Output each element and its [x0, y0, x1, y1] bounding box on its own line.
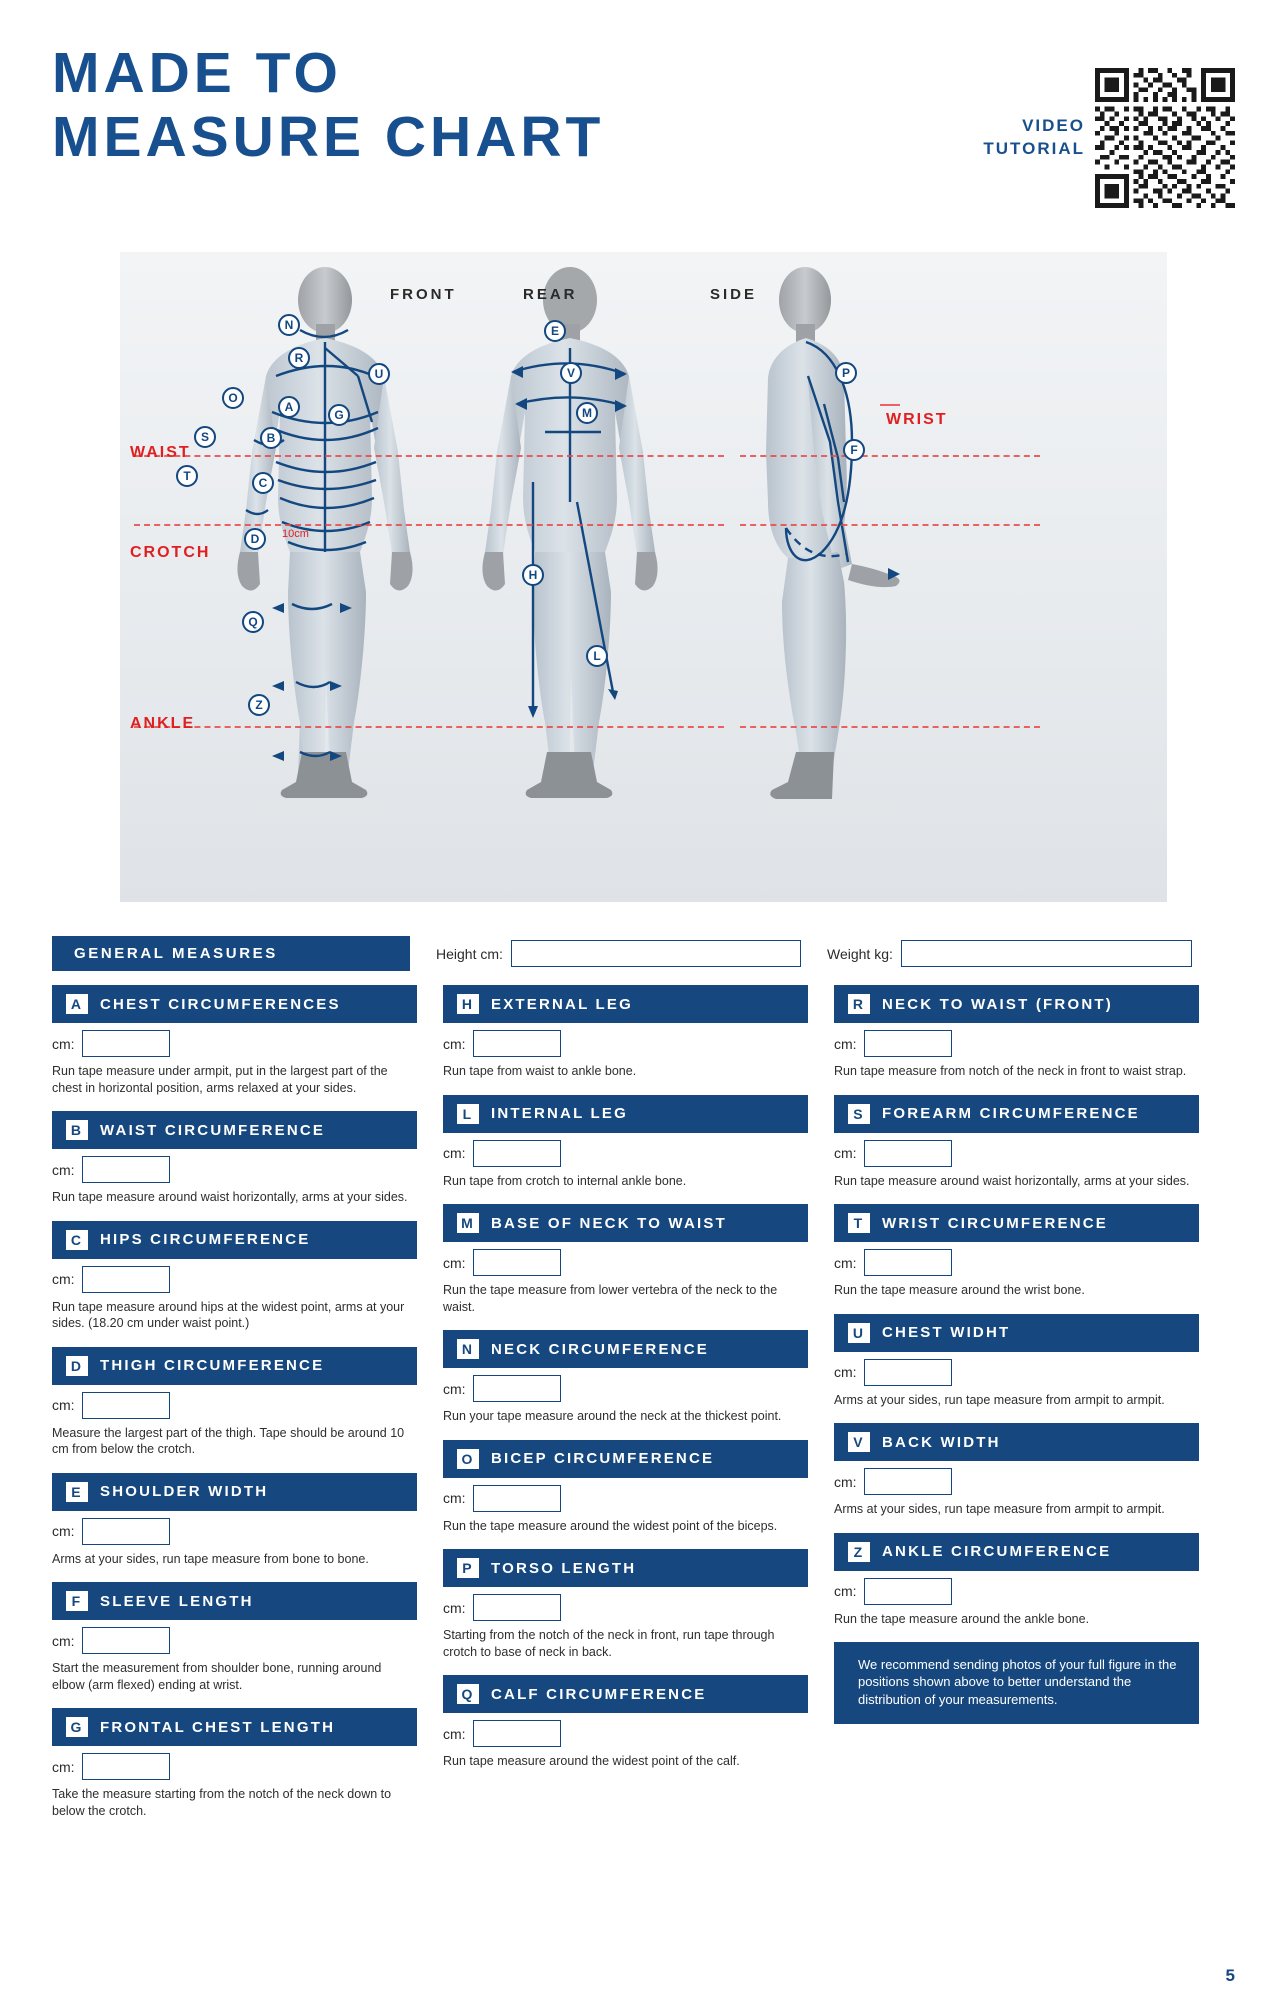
cm-label-b: cm:: [52, 1161, 75, 1178]
recommendation-note: We recommend sending photos of your full figure in the positions shown above to better understand the distribution of your measurements.: [834, 1642, 1199, 1724]
measurement-input-m[interactable]: [473, 1249, 561, 1276]
measurement-input-t[interactable]: [864, 1249, 952, 1276]
measurement-letter-v: V: [848, 1432, 870, 1452]
measurement-input-row-l: [443, 1140, 808, 1167]
measurement-title-n: NECK CIRCUMFERENCE: [491, 1340, 709, 1358]
figure-marker-g: G: [328, 404, 350, 426]
measurement-column-3: [834, 985, 1199, 1834]
measurement-input-r[interactable]: [864, 1030, 952, 1057]
measurement-item-h: [443, 985, 808, 1080]
height-field-group: [436, 940, 801, 967]
measurement-header-z: [834, 1533, 1199, 1571]
general-measures-row: [52, 936, 1235, 971]
measurement-figure-panel: [120, 252, 1167, 902]
measurement-column-1: [52, 985, 417, 1834]
measurement-item-d: [52, 1347, 417, 1458]
measurement-desc-f: Start the measurement from shoulder bone, running around elbow (arm flexed) ending at wrist.: [52, 1661, 382, 1692]
measurement-input-p[interactable]: [473, 1594, 561, 1621]
measurement-input-row-u: [834, 1359, 1199, 1386]
measurement-title-b: WAIST CIRCUMFERENCE: [100, 1121, 326, 1139]
measurement-item-f: [52, 1582, 417, 1693]
measurement-column-2: [443, 985, 808, 1834]
measurement-header-o: [443, 1440, 808, 1478]
general-measures-label: GENERAL MEASURES: [74, 945, 278, 962]
measurement-title-e: SHOULDER WIDTH: [100, 1483, 269, 1500]
cm-label-n: cm:: [443, 1380, 466, 1397]
figure-marker-n: N: [278, 314, 300, 336]
guide-label-waist: WAIST: [130, 444, 191, 461]
measurement-letter-m: M: [457, 1213, 479, 1233]
measurement-input-row-c: [52, 1266, 417, 1293]
waist-guide-line-side: [740, 455, 1040, 457]
figure-marker-q: Q: [242, 611, 264, 633]
measurement-header-p: [443, 1549, 808, 1587]
measurement-letter-p: P: [457, 1558, 479, 1578]
figure-marker-p: P: [835, 362, 857, 384]
cm-label-l: cm:: [443, 1145, 466, 1161]
measurement-header-a: [52, 985, 417, 1023]
measurement-letter-z: Z: [848, 1542, 870, 1562]
measurement-input-row-s: [834, 1140, 1199, 1167]
measurement-desc-r: Run tape measure from notch of the neck in front to waist strap.: [834, 1064, 1187, 1078]
measurement-desc-o: Run the tape measure around the widest point of the biceps.: [443, 1518, 778, 1533]
wrist-guide-line: [880, 404, 900, 406]
figure-marker-l: L: [586, 645, 608, 667]
cm-label-f: cm:: [52, 1632, 75, 1649]
page-title-line1: MADE TO: [52, 41, 342, 105]
figure-marker-b: B: [260, 427, 282, 449]
measurement-item-s: [834, 1095, 1199, 1190]
video-tutorial-label: [983, 115, 1085, 161]
weight-input[interactable]: [901, 940, 1192, 967]
cm-label-a: cm:: [52, 1035, 75, 1052]
measurement-item-q: [443, 1675, 808, 1770]
measurement-input-row-v: [834, 1468, 1199, 1495]
measurement-header-q: [443, 1675, 808, 1713]
measurement-header-n: [443, 1330, 808, 1368]
measurement-item-b: [52, 1111, 417, 1206]
measurement-title-a: CHEST CIRCUMFERENCES: [100, 995, 341, 1013]
measurement-header-s: [834, 1095, 1199, 1133]
measurement-letter-h: H: [457, 994, 479, 1014]
cm-label-e: cm:: [52, 1523, 75, 1539]
measurement-letter-o: O: [457, 1449, 479, 1469]
measurement-input-a[interactable]: [82, 1030, 170, 1057]
cm-label-g: cm:: [52, 1758, 75, 1775]
view-label-front: FRONT: [390, 286, 457, 303]
measurement-input-l[interactable]: [473, 1140, 561, 1167]
video-tutorial-block[interactable]: [983, 42, 1235, 208]
measurement-input-d[interactable]: [82, 1392, 170, 1419]
ankle-guide-line-side: [740, 726, 1040, 728]
measurement-desc-b: Run tape measure around waist horizontally, arms at your sides.: [52, 1190, 408, 1204]
measurement-title-l: INTERNAL LEG: [491, 1105, 628, 1122]
measurement-columns: [52, 985, 1235, 1834]
cm-label-v: cm:: [834, 1473, 857, 1490]
view-label-rear: REAR: [523, 286, 578, 303]
measurement-letter-a: A: [66, 994, 88, 1014]
figure-marker-s: S: [194, 426, 216, 448]
measurement-item-l: [443, 1095, 808, 1190]
measurement-desc-n: Run your tape measure around the neck at the thickest point.: [443, 1409, 782, 1423]
measurement-item-g: [52, 1708, 417, 1819]
video-label-line1: VIDEO: [1022, 116, 1085, 136]
measurement-item-m: [443, 1204, 808, 1315]
measurement-desc-e: Arms at your sides, run tape measure from bone to bone.: [52, 1551, 369, 1566]
measurement-item-v: [834, 1423, 1199, 1518]
measurement-desc-h: Run tape from waist to ankle bone.: [443, 1064, 637, 1078]
measurement-letter-q: Q: [457, 1684, 479, 1704]
measurement-desc-c: Run tape measure around hips at the widest point, arms at your sides. (18.20 cm under waist point.): [52, 1299, 405, 1330]
measurement-letter-b: B: [66, 1120, 88, 1140]
cm-label-r: cm:: [834, 1035, 857, 1052]
measurement-input-s[interactable]: [864, 1140, 952, 1167]
measurement-input-row-q: [443, 1720, 808, 1747]
measurement-input-b[interactable]: [82, 1156, 170, 1183]
cm-label-o: cm:: [443, 1490, 466, 1506]
measurement-letter-e: E: [66, 1482, 88, 1502]
measurement-title-q: CALF CIRCUMFERENCE: [491, 1685, 707, 1703]
crotch-guide-line: [134, 524, 724, 526]
measurement-title-h: EXTERNAL LEG: [491, 995, 633, 1013]
figure-marker-e: E: [544, 320, 566, 342]
measurement-desc-t: Run the tape measure around the wrist bone.: [834, 1283, 1085, 1297]
general-measures-header: [52, 936, 410, 971]
measurement-item-c: [52, 1221, 417, 1332]
measurement-title-m: BASE OF NECK TO WAIST: [491, 1214, 727, 1232]
page-title: [52, 42, 604, 170]
measurement-letter-r: R: [848, 994, 870, 1014]
height-label: Height cm:: [436, 945, 503, 962]
figure-marker-a: A: [278, 396, 300, 418]
figure-marker-c: C: [252, 472, 274, 494]
cm-label-m: cm:: [443, 1254, 466, 1271]
figure-marker-u: U: [368, 363, 390, 385]
measurement-input-row-t: [834, 1249, 1199, 1276]
measurement-letter-d: D: [66, 1356, 88, 1376]
measurement-letter-c: C: [66, 1230, 88, 1250]
measurement-header-c: [52, 1221, 417, 1259]
figure-marker-v: V: [560, 362, 582, 384]
ankle-guide-line: [134, 726, 724, 728]
measurement-header-d: [52, 1347, 417, 1385]
weight-field-group: [827, 940, 1192, 967]
measurement-desc-q: Run tape measure around the widest point of the calf.: [443, 1754, 740, 1768]
measurement-form: [52, 936, 1235, 1834]
measurement-item-e: [52, 1473, 417, 1568]
qr-code-icon[interactable]: [1095, 68, 1235, 208]
height-input[interactable]: [511, 940, 801, 967]
measurement-input-z[interactable]: [864, 1578, 952, 1605]
measurement-header-f: [52, 1582, 417, 1620]
figure-marker-r: R: [288, 347, 310, 369]
measurement-input-u[interactable]: [864, 1359, 952, 1386]
measurement-letter-u: U: [848, 1323, 870, 1343]
measurement-desc-v: Arms at your sides, run tape measure from armpit to armpit.: [834, 1502, 1165, 1516]
waist-guide-line: [134, 455, 724, 457]
measurement-title-g: FRONTAL CHEST LENGTH: [100, 1718, 336, 1736]
cm-label-p: cm:: [443, 1599, 466, 1616]
measurement-letter-s: S: [848, 1104, 870, 1124]
crotch-guide-line-side: [740, 524, 1040, 526]
guide-label-wrist: WRIST: [886, 411, 948, 428]
measurement-title-o: BICEP CIRCUMFERENCE: [491, 1450, 715, 1467]
measurement-input-row-r: [834, 1030, 1199, 1057]
measurement-desc-p: Starting from the notch of the neck in front, run tape through crotch to base of neck in back.: [443, 1628, 775, 1659]
measurement-desc-a: Run tape measure under armpit, put in the largest part of the chest in horizontal position, arms relaxed at your sides.: [52, 1064, 388, 1095]
measurement-input-v[interactable]: [864, 1468, 952, 1495]
cm-label-q: cm:: [443, 1725, 466, 1742]
measurement-input-c[interactable]: [82, 1266, 170, 1293]
measurement-title-r: NECK TO WAIST (FRONT): [882, 995, 1113, 1013]
cm-label-s: cm:: [834, 1145, 857, 1161]
figure-marker-f: F: [843, 439, 865, 461]
measurement-desc-m: Run the tape measure from lower vertebra of the neck to the waist.: [443, 1283, 778, 1314]
measurement-title-t: WRIST CIRCUMFERENCE: [882, 1214, 1108, 1232]
measurement-item-a: [52, 985, 417, 1096]
page-number: 5: [1225, 1966, 1235, 1985]
page-title-line2: MEASURE CHART: [52, 104, 605, 169]
measurement-letter-g: G: [66, 1717, 88, 1737]
cm-label-t: cm:: [834, 1254, 857, 1271]
figure-marker-o: O: [222, 387, 244, 409]
measurement-title-s: FOREARM CIRCUMFERENCE: [882, 1105, 1140, 1122]
measurement-item-n: [443, 1330, 808, 1425]
measurement-desc-g: Take the measure starting from the notch of the neck down to below the crotch.: [52, 1787, 392, 1818]
measurement-letter-l: L: [457, 1104, 479, 1124]
measurement-header-m: [443, 1204, 808, 1242]
measurement-input-g[interactable]: [82, 1753, 170, 1780]
measurement-header-v: [834, 1423, 1199, 1461]
measurement-header-r: [834, 985, 1199, 1023]
measurement-header-l: [443, 1095, 808, 1133]
guide-label-ankle: ANKLE: [130, 715, 196, 732]
measurement-desc-z: Run the tape measure around the ankle bone.: [834, 1611, 1090, 1626]
measurement-input-o[interactable]: [473, 1485, 561, 1512]
measurement-input-h[interactable]: [473, 1030, 561, 1057]
measurement-input-row-e: [52, 1518, 417, 1545]
measurement-input-row-o: [443, 1485, 808, 1512]
measurement-title-v: BACK WIDTH: [882, 1433, 1001, 1451]
measurement-header-t: [834, 1204, 1199, 1242]
measurement-item-z: [834, 1533, 1199, 1628]
crotch-offset-label: 10cm: [282, 528, 309, 540]
measurement-item-p: [443, 1549, 808, 1660]
measurement-input-row-f: [52, 1627, 417, 1654]
measurement-item-r: [834, 985, 1199, 1080]
measurement-input-row-h: [443, 1030, 808, 1057]
body-figures-illustration: [120, 252, 1167, 902]
measurement-input-f[interactable]: [82, 1627, 170, 1654]
measurement-letter-f: F: [66, 1591, 88, 1611]
figure-marker-d: D: [244, 528, 266, 550]
measurement-title-u: CHEST WIDHT: [882, 1324, 1011, 1341]
guide-label-crotch: CROTCH: [130, 544, 211, 561]
measurement-desc-l: Run tape from crotch to internal ankle bone.: [443, 1173, 687, 1188]
measurement-item-o: [443, 1440, 808, 1535]
measurement-item-u: [834, 1314, 1199, 1409]
view-label-side: SIDE: [710, 286, 758, 303]
page-header: [52, 0, 1235, 208]
measurement-input-row-d: [52, 1392, 417, 1419]
cm-label-d: cm:: [52, 1397, 75, 1413]
measurement-title-f: SLEEVE LENGTH: [100, 1592, 254, 1610]
figure-marker-m: M: [576, 402, 598, 424]
measurement-desc-u: Arms at your sides, run tape measure from armpit to armpit.: [834, 1392, 1165, 1407]
measurement-title-z: ANKLE CIRCUMFERENCE: [882, 1543, 1112, 1560]
measurement-header-e: [52, 1473, 417, 1511]
figure-marker-t: T: [176, 465, 198, 487]
cm-label-c: cm:: [52, 1271, 75, 1287]
video-label-line2: TUTORIAL: [983, 139, 1085, 158]
measurement-input-row-p: [443, 1594, 808, 1621]
measurement-title-d: THIGH CIRCUMFERENCE: [100, 1357, 325, 1374]
measurement-input-n[interactable]: [473, 1375, 561, 1402]
measurement-header-b: [52, 1111, 417, 1149]
figure-marker-z: Z: [248, 694, 270, 716]
weight-label: Weight kg:: [827, 945, 893, 962]
measurement-input-q[interactable]: [473, 1720, 561, 1747]
figure-marker-h: H: [522, 564, 544, 586]
measurement-header-u: [834, 1314, 1199, 1352]
measurement-header-g: [52, 1708, 417, 1746]
measurement-input-row-b: [52, 1156, 417, 1183]
cm-label-h: cm:: [443, 1035, 466, 1052]
measurement-desc-s: Run tape measure around waist horizontally, arms at your sides.: [834, 1173, 1190, 1188]
measurement-title-c: HIPS CIRCUMFERENCE: [100, 1231, 311, 1248]
measurement-input-row-m: [443, 1249, 808, 1276]
measurement-input-e[interactable]: [82, 1518, 170, 1545]
measurement-input-row-a: [52, 1030, 417, 1057]
cm-label-z: cm:: [834, 1583, 857, 1599]
measurement-input-row-n: [443, 1375, 808, 1402]
measurement-letter-n: N: [457, 1339, 479, 1359]
measurement-title-p: TORSO LENGTH: [491, 1559, 637, 1577]
measurement-input-row-z: [834, 1578, 1199, 1605]
measurement-desc-d: Measure the largest part of the thigh. Tape should be around 10 cm from below the crotch.: [52, 1425, 405, 1456]
measurement-input-row-g: [52, 1753, 417, 1780]
measurement-item-t: [834, 1204, 1199, 1299]
measurement-header-h: [443, 985, 808, 1023]
cm-label-u: cm:: [834, 1364, 857, 1380]
measurement-letter-t: T: [848, 1213, 870, 1233]
